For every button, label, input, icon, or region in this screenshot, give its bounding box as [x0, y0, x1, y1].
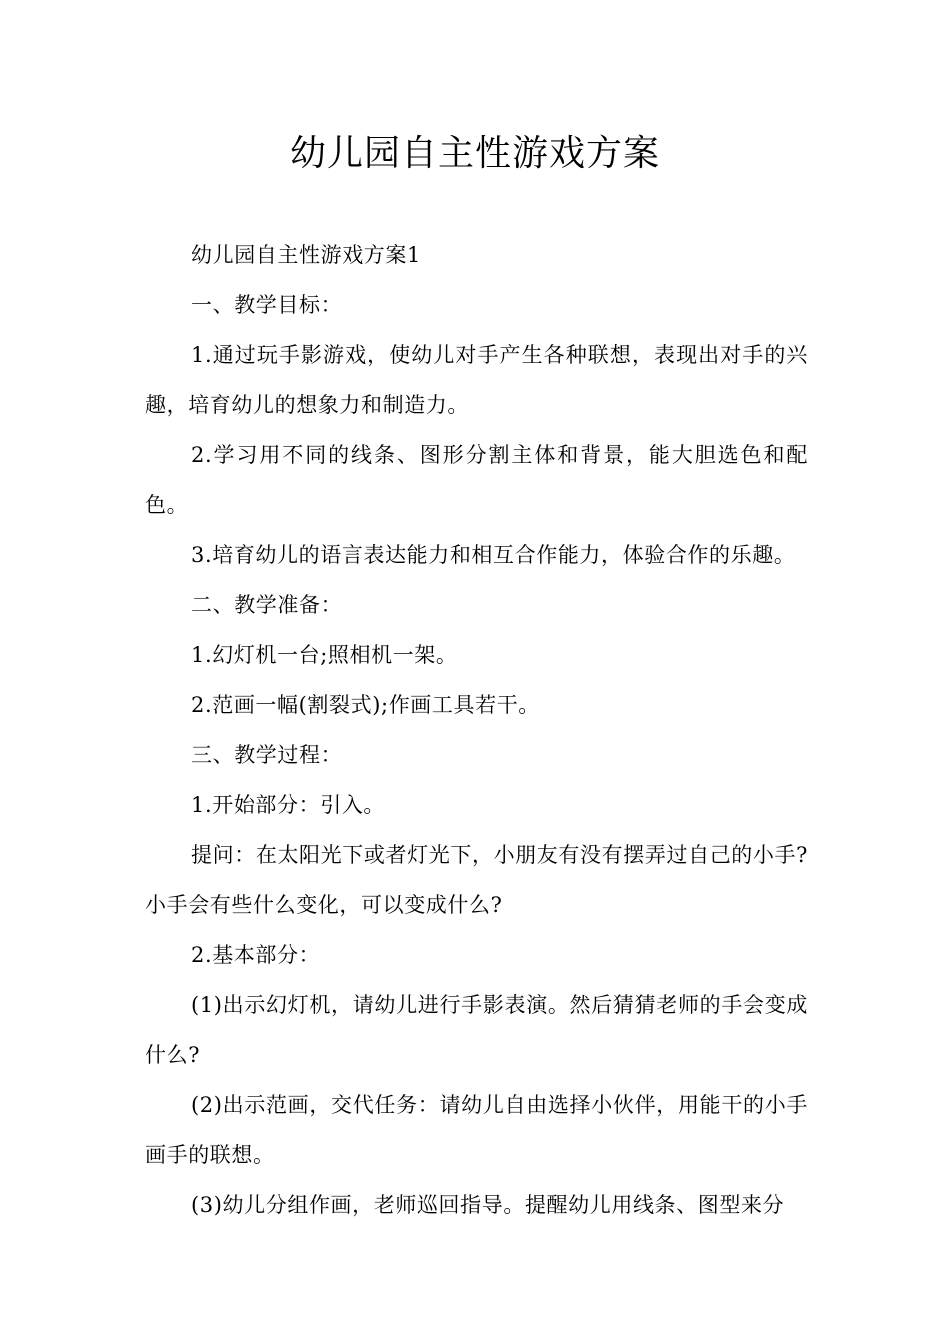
- paragraph-heading-process: 三、教学过程：: [191, 743, 343, 767]
- paragraph-process-1: 1.开始部分：引入。: [191, 793, 386, 817]
- paragraph-question: 提问：在太阳光下或者灯光下，小朋友有没有摆弄过自己的小手?小手会有些什么变化，可以变成什么?: [145, 843, 808, 917]
- paragraph-step-2: (2)出示范画，交代任务：请幼儿自由选择小伙伴，用能干的小手画手的联想。: [145, 1093, 808, 1167]
- paragraph-heading-goals: 一、教学目标：: [191, 293, 343, 317]
- paragraph-heading-preparation: 二、教学准备：: [191, 593, 343, 617]
- paragraph-step-3: (3)幼儿分组作画，老师巡回指导。提醒幼儿用线条、图型来分: [191, 1193, 785, 1217]
- paragraph-goal-2: 2.学习用不同的线条、图形分割主体和背景，能大胆选色和配色。: [145, 443, 808, 517]
- document-title: 幼儿园自主性游戏方案: [289, 133, 660, 174]
- paragraph-process-2: 2.基本部分：: [191, 943, 321, 967]
- paragraph-prep-1: 1.幻灯机一台;照相机一架。: [191, 643, 458, 667]
- paragraph-goal-1: 1.通过玩手影游戏，使幼儿对手产生各种联想，表现出对手的兴趣，培育幼儿的想象力和制造力。: [145, 343, 808, 417]
- document-body: [145, 230, 808, 1230]
- paragraph-prep-2: 2.范画一幅(割裂式);作画工具若干。: [191, 693, 540, 717]
- paragraph-subtitle: 幼儿园自主性游戏方案1: [191, 243, 421, 267]
- paragraph-goal-3: 3.培育幼儿的语言表达能力和相互合作能力，体验合作的乐趣。: [191, 543, 796, 567]
- paragraph-step-1: (1)出示幻灯机，请幼儿进行手影表演。然后猜猜老师的手会变成什么?: [145, 993, 808, 1067]
